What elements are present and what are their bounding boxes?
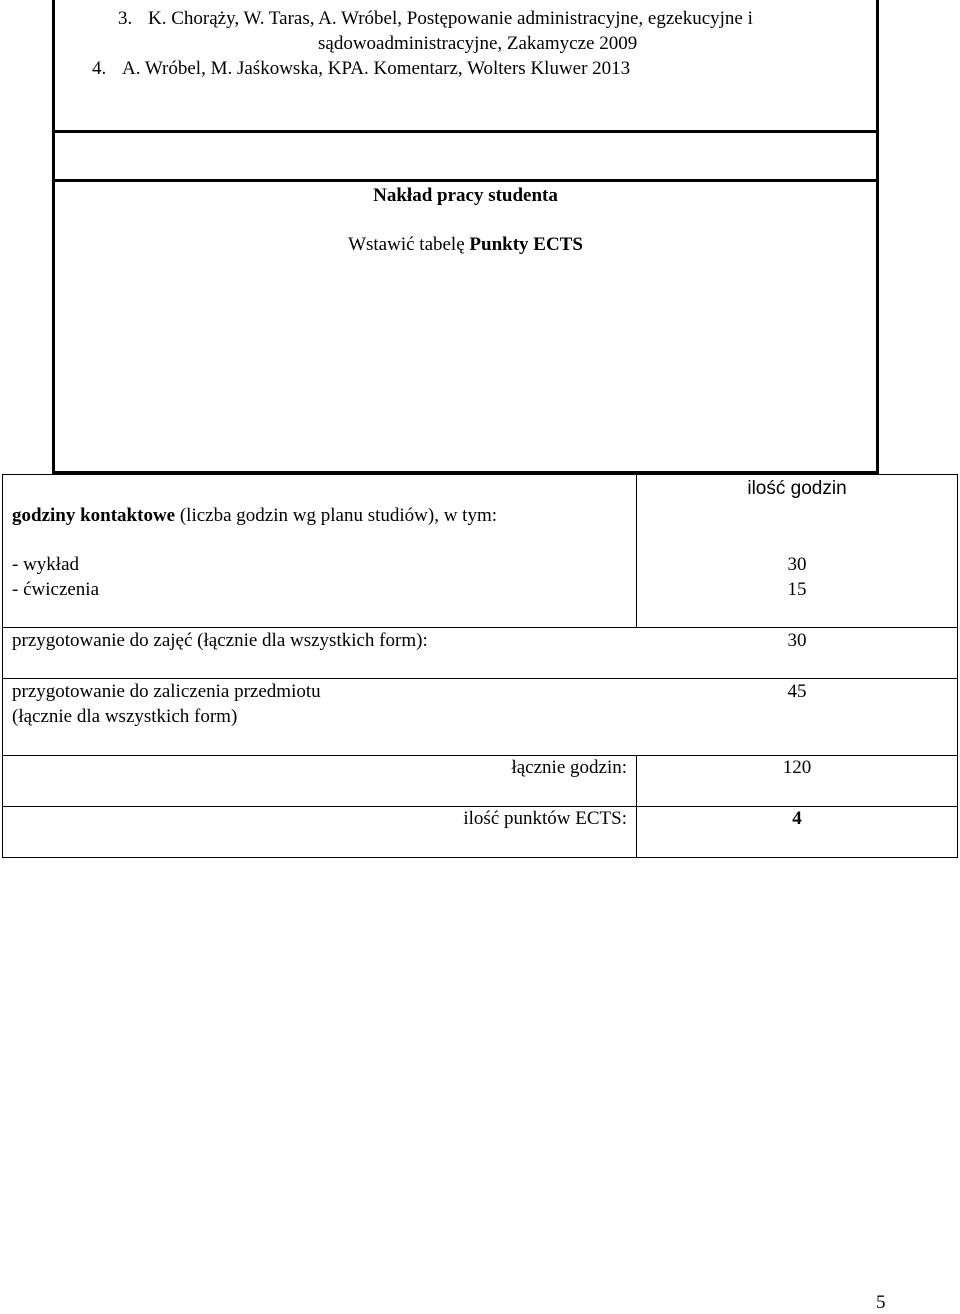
table-border-1 — [2, 627, 958, 628]
insert-table-note: Wstawić tabelę Punkty ECTS — [348, 234, 583, 255]
total-hours-value: 120 — [782, 757, 812, 778]
exercise-hours: 15 — [787, 579, 807, 600]
reference-4-number: 4. — [92, 58, 107, 79]
reference-3-number: 3. — [118, 8, 133, 29]
table-right-border — [957, 474, 958, 858]
divider-top — [52, 130, 879, 133]
reference-4-line1: A. Wróbel, M. Jaśkowska, KPA. Komentarz, Wolters Kluwer 2013 — [122, 58, 631, 79]
hours-column-header: ilość godzin — [747, 478, 847, 499]
table-bottom-border — [2, 857, 958, 858]
exercise-label: - ćwiczenia — [12, 579, 100, 600]
page-number: 5 — [876, 1292, 886, 1313]
table-border-3 — [2, 755, 958, 756]
table-border-4 — [2, 806, 958, 807]
exam-prep-label-line1: przygotowanie do zaliczenia przedmiotu — [12, 681, 321, 702]
reference-3-line1: K. Chorąży, W. Taras, A. Wróbel, Postępowanie administracyjne, egzekucyjne i — [148, 8, 753, 29]
lecture-hours: 30 — [787, 554, 807, 575]
ects-points-label: ilość punktów ECTS: — [463, 808, 627, 829]
exam-prep-label-line2: (łącznie dla wszystkich form) — [12, 706, 238, 727]
exam-prep-hours: 45 — [787, 681, 807, 702]
contact-hours-label: godziny kontaktowe (liczba godzin wg planu studiów), w tym: — [12, 505, 497, 526]
workload-heading: Nakład pracy studenta — [373, 185, 558, 206]
total-hours-label: łącznie godzin: — [511, 757, 627, 778]
class-prep-label: przygotowanie do zajęć (łącznie dla wszystkich form): — [12, 630, 428, 651]
ects-points-value: 4 — [792, 808, 802, 829]
table-border-2 — [2, 678, 958, 679]
reference-3-line2: sądowoadministracyjne, Zakamycze 2009 — [318, 33, 638, 54]
table-top-border — [2, 474, 958, 475]
class-prep-hours: 30 — [787, 630, 807, 651]
table-left-border — [2, 474, 3, 858]
divider-workload — [52, 179, 879, 182]
lecture-label: - wykład — [12, 554, 80, 575]
